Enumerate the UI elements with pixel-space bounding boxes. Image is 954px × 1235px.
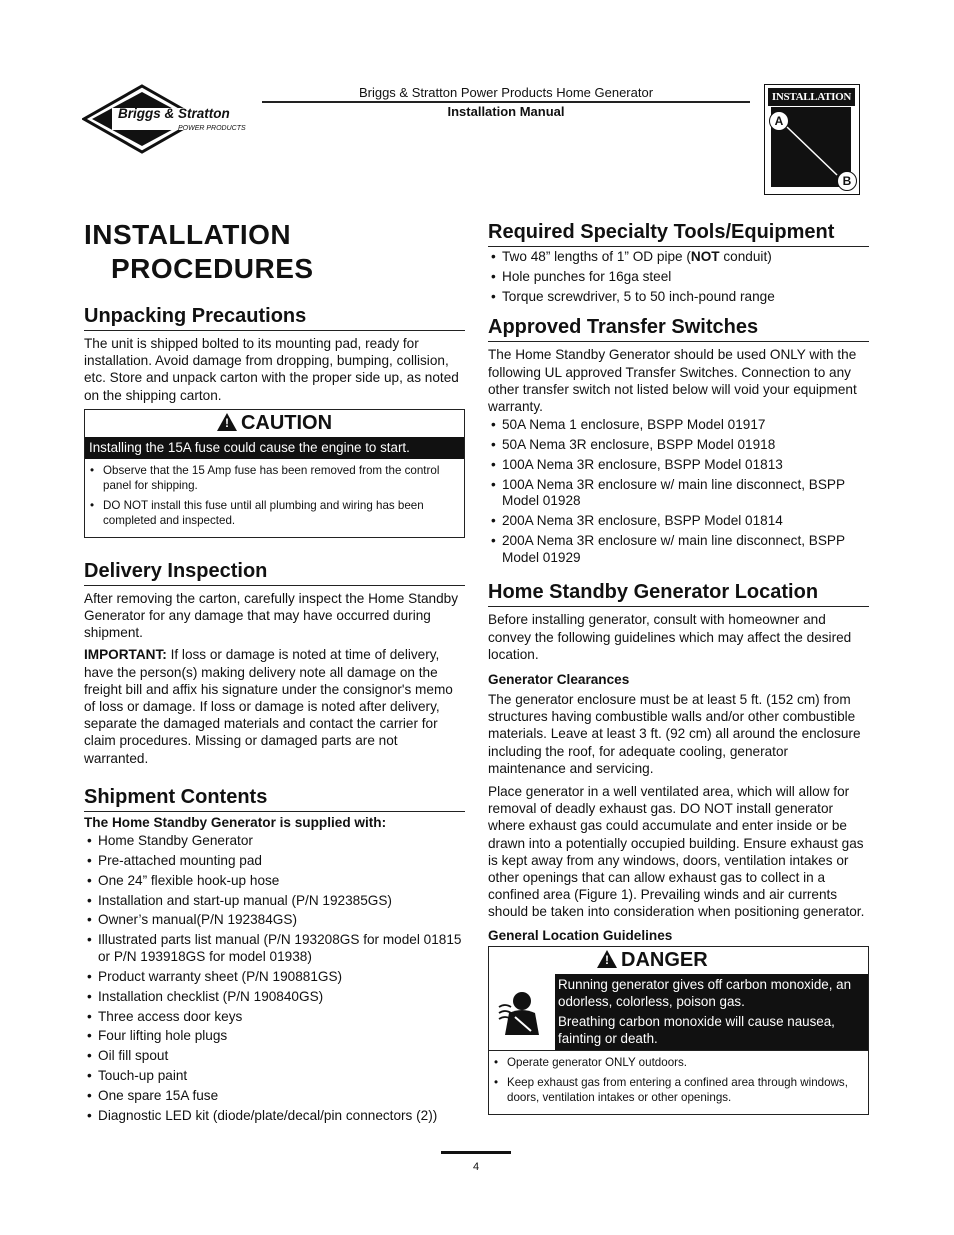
- warning-icon: !: [217, 413, 237, 431]
- list-item: • Home Standby Generator: [84, 833, 465, 850]
- list-item: • One spare 15A fuse: [84, 1088, 465, 1105]
- list-item: • 100A Nema 3R enclosure, BSPP Model 01813: [488, 457, 869, 474]
- installation-badge: [764, 84, 860, 195]
- list-item: • Pre-attached mounting pad: [84, 853, 465, 870]
- list-item: • Illustrated parts list manual (P/N 193208GS for model 01815 or P/N 193918GS for model 01938): [84, 932, 465, 965]
- clearances-heading: Generator Clearances: [488, 672, 630, 688]
- unpacking-heading: Unpacking Precautions: [84, 304, 465, 331]
- danger-text-1: Running generator gives off carbon monoxide, an odorless, colorless, poison gas.: [558, 976, 852, 1009]
- list-item: • Touch-up paint: [84, 1068, 465, 1085]
- page-title: [84, 218, 314, 286]
- list-item: • Owner’s manual(P/N 192384GS): [84, 912, 465, 929]
- badge-label: INSTALLATION: [768, 88, 855, 106]
- warning-icon: !: [597, 950, 617, 968]
- caution-warning: Installing the 15A fuse could cause the engine to start.: [85, 437, 464, 459]
- location-heading: Home Standby Generator Location: [488, 580, 869, 607]
- danger-header: [489, 947, 868, 974]
- list-item: • Product warranty sheet (P/N 190881GS): [84, 969, 465, 986]
- location-body: Before installing generator, consult with homeowner and convey the following guidelines which may affect the desired location.: [488, 612, 852, 662]
- tools-heading: Required Specialty Tools/Equipment: [488, 220, 869, 247]
- page-number: 4: [472, 1161, 480, 1173]
- list-item: • Four lifting hole plugs: [84, 1028, 465, 1045]
- list-item: • 200A Nema 3R enclosure, BSPP Model 01814: [488, 513, 869, 530]
- list-item: • 100A Nema 3R enclosure w/ main line disconnect, BSPP Model 01928: [488, 477, 869, 510]
- delivery-important: [84, 646, 465, 766]
- list-item: • Diagnostic LED kit (diode/plate/decal/pin connectors (2)): [84, 1108, 465, 1125]
- danger-message: [555, 974, 868, 1050]
- danger-item: • Keep exhaust gas from entering a confined area through windows, doors, ventilation intakes or other openings.: [493, 1075, 864, 1105]
- danger-list: [489, 1050, 868, 1114]
- shipment-heading: Shipment Contents: [84, 785, 465, 812]
- header-title: Briggs & Stratton Power Products Home Generator: [358, 85, 654, 100]
- delivery-body: After removing the carton, carefully inspect the Home Standby Generator for any damage that may have occurred during shipment.: [84, 590, 459, 641]
- list-item: • Oil fill spout: [84, 1048, 465, 1065]
- list-item: • Three access door keys: [84, 1009, 465, 1026]
- caution-header: [85, 410, 464, 437]
- guidelines-heading: General Location Guidelines: [488, 927, 673, 943]
- left-column: [84, 304, 465, 1128]
- page-title-line2: PROCEDURES: [111, 253, 314, 284]
- important-body: If loss or damage is noted at time of delivery, have the person(s) making delivery note all damage on the freight bill and affix his signature under the consignor's memo of loss or damage. If loss or damage is noted after delivery, separate the damaged materials and contact the carrier for claim procedures. Missing or damaged parts are not warranted.: [84, 647, 453, 766]
- caution-list: [85, 459, 464, 537]
- list-item: • Installation checklist (P/N 190840GS): [84, 989, 465, 1006]
- tools-list: [488, 249, 869, 305]
- shipment-list: [84, 833, 465, 1125]
- footer-rule: [441, 1151, 511, 1154]
- list-item: • 50A Nema 1 enclosure, BSPP Model 01917: [488, 417, 869, 434]
- danger-item: • Operate generator ONLY outdoors.: [493, 1055, 864, 1070]
- caution-label: CAUTION: [240, 411, 333, 434]
- header-rule: [262, 101, 750, 103]
- list-item: • Torque screwdriver, 5 to 50 inch-pound range: [488, 289, 869, 306]
- badge-point-a: A: [769, 111, 789, 131]
- list-item: • One 24” flexible hook-up hose: [84, 873, 465, 890]
- header-subtitle: Installation Manual: [447, 104, 565, 119]
- important-label: IMPORTANT:: [84, 647, 167, 663]
- right-column: [488, 220, 869, 1115]
- placement-body: Place generator in a well ventilated area, which will allow for removal of deadly exhaust gas. DO NOT install generator where exhaust gas could accumulate and enter inside or be drawn into a potentially occupied building. Ensure exhaust gas is kept away from any windows, doors, ventilation intakes or other openings that can allow exhaust gas to collect in a confined area (Figure 1). Prevailing winds and air currents should be taken into consideration when positioning generator.: [488, 784, 865, 920]
- shipment-subheading: The Home Standby Generator is supplied with:: [84, 814, 387, 830]
- brand-subname: POWER PRODUCTS: [178, 125, 246, 132]
- co-hazard-icon: [489, 974, 555, 1050]
- danger-box: [488, 946, 869, 1115]
- switches-list: [488, 417, 869, 566]
- danger-row: [489, 974, 868, 1050]
- unpacking-body: The unit is shipped bolted to its mounting pad, ready for installation. Avoid damage from dropping, bumping, collision, etc. Store and unpack carton with the proper side up, as noted on the shipping carton.: [84, 336, 459, 403]
- list-item: • Installation and start-up manual (P/N 192385GS): [84, 893, 465, 910]
- list-item: • 50A Nema 3R enclosure, BSPP Model 01918: [488, 437, 869, 454]
- caution-item: • Observe that the 15 Amp fuse has been removed from the control panel for shipping.: [89, 463, 460, 493]
- caution-item: • DO NOT install this fuse until all plumbing and wiring has been completed and inspected.: [89, 498, 460, 528]
- brand-name: Briggs & Stratton: [118, 106, 230, 121]
- badge-point-b: B: [837, 171, 857, 191]
- brand-logo: [82, 84, 252, 154]
- danger-label: DANGER: [621, 948, 708, 971]
- clearances-body: The generator enclosure must be at least 5 ft. (152 cm) from structures having combustible walls and/or other combustible materials. Leave at least 3 ft. (92 cm) all around the enclosure including the roof, for adequate cooling, generator maintenance and servicing.: [488, 692, 861, 776]
- list-item: • Hole punches for 16ga steel: [488, 269, 869, 286]
- caution-box: [84, 409, 465, 538]
- switches-heading: Approved Transfer Switches: [488, 315, 869, 342]
- delivery-heading: Delivery Inspection: [84, 559, 465, 586]
- page-title-line1: INSTALLATION: [84, 219, 292, 250]
- danger-text-2: Breathing carbon monoxide will cause nausea, fainting or death.: [558, 1013, 835, 1046]
- list-item: • 200A Nema 3R enclosure w/ main line disconnect, BSPP Model 01929: [488, 533, 869, 566]
- list-item: • Two 48” lengths of 1” OD pipe (NOT conduit): [488, 249, 869, 266]
- switches-body: The Home Standby Generator should be used ONLY with the following UL approved Transfer Switches. Connection to any other transfer switch not listed below will void your equipment warranty.: [488, 347, 857, 414]
